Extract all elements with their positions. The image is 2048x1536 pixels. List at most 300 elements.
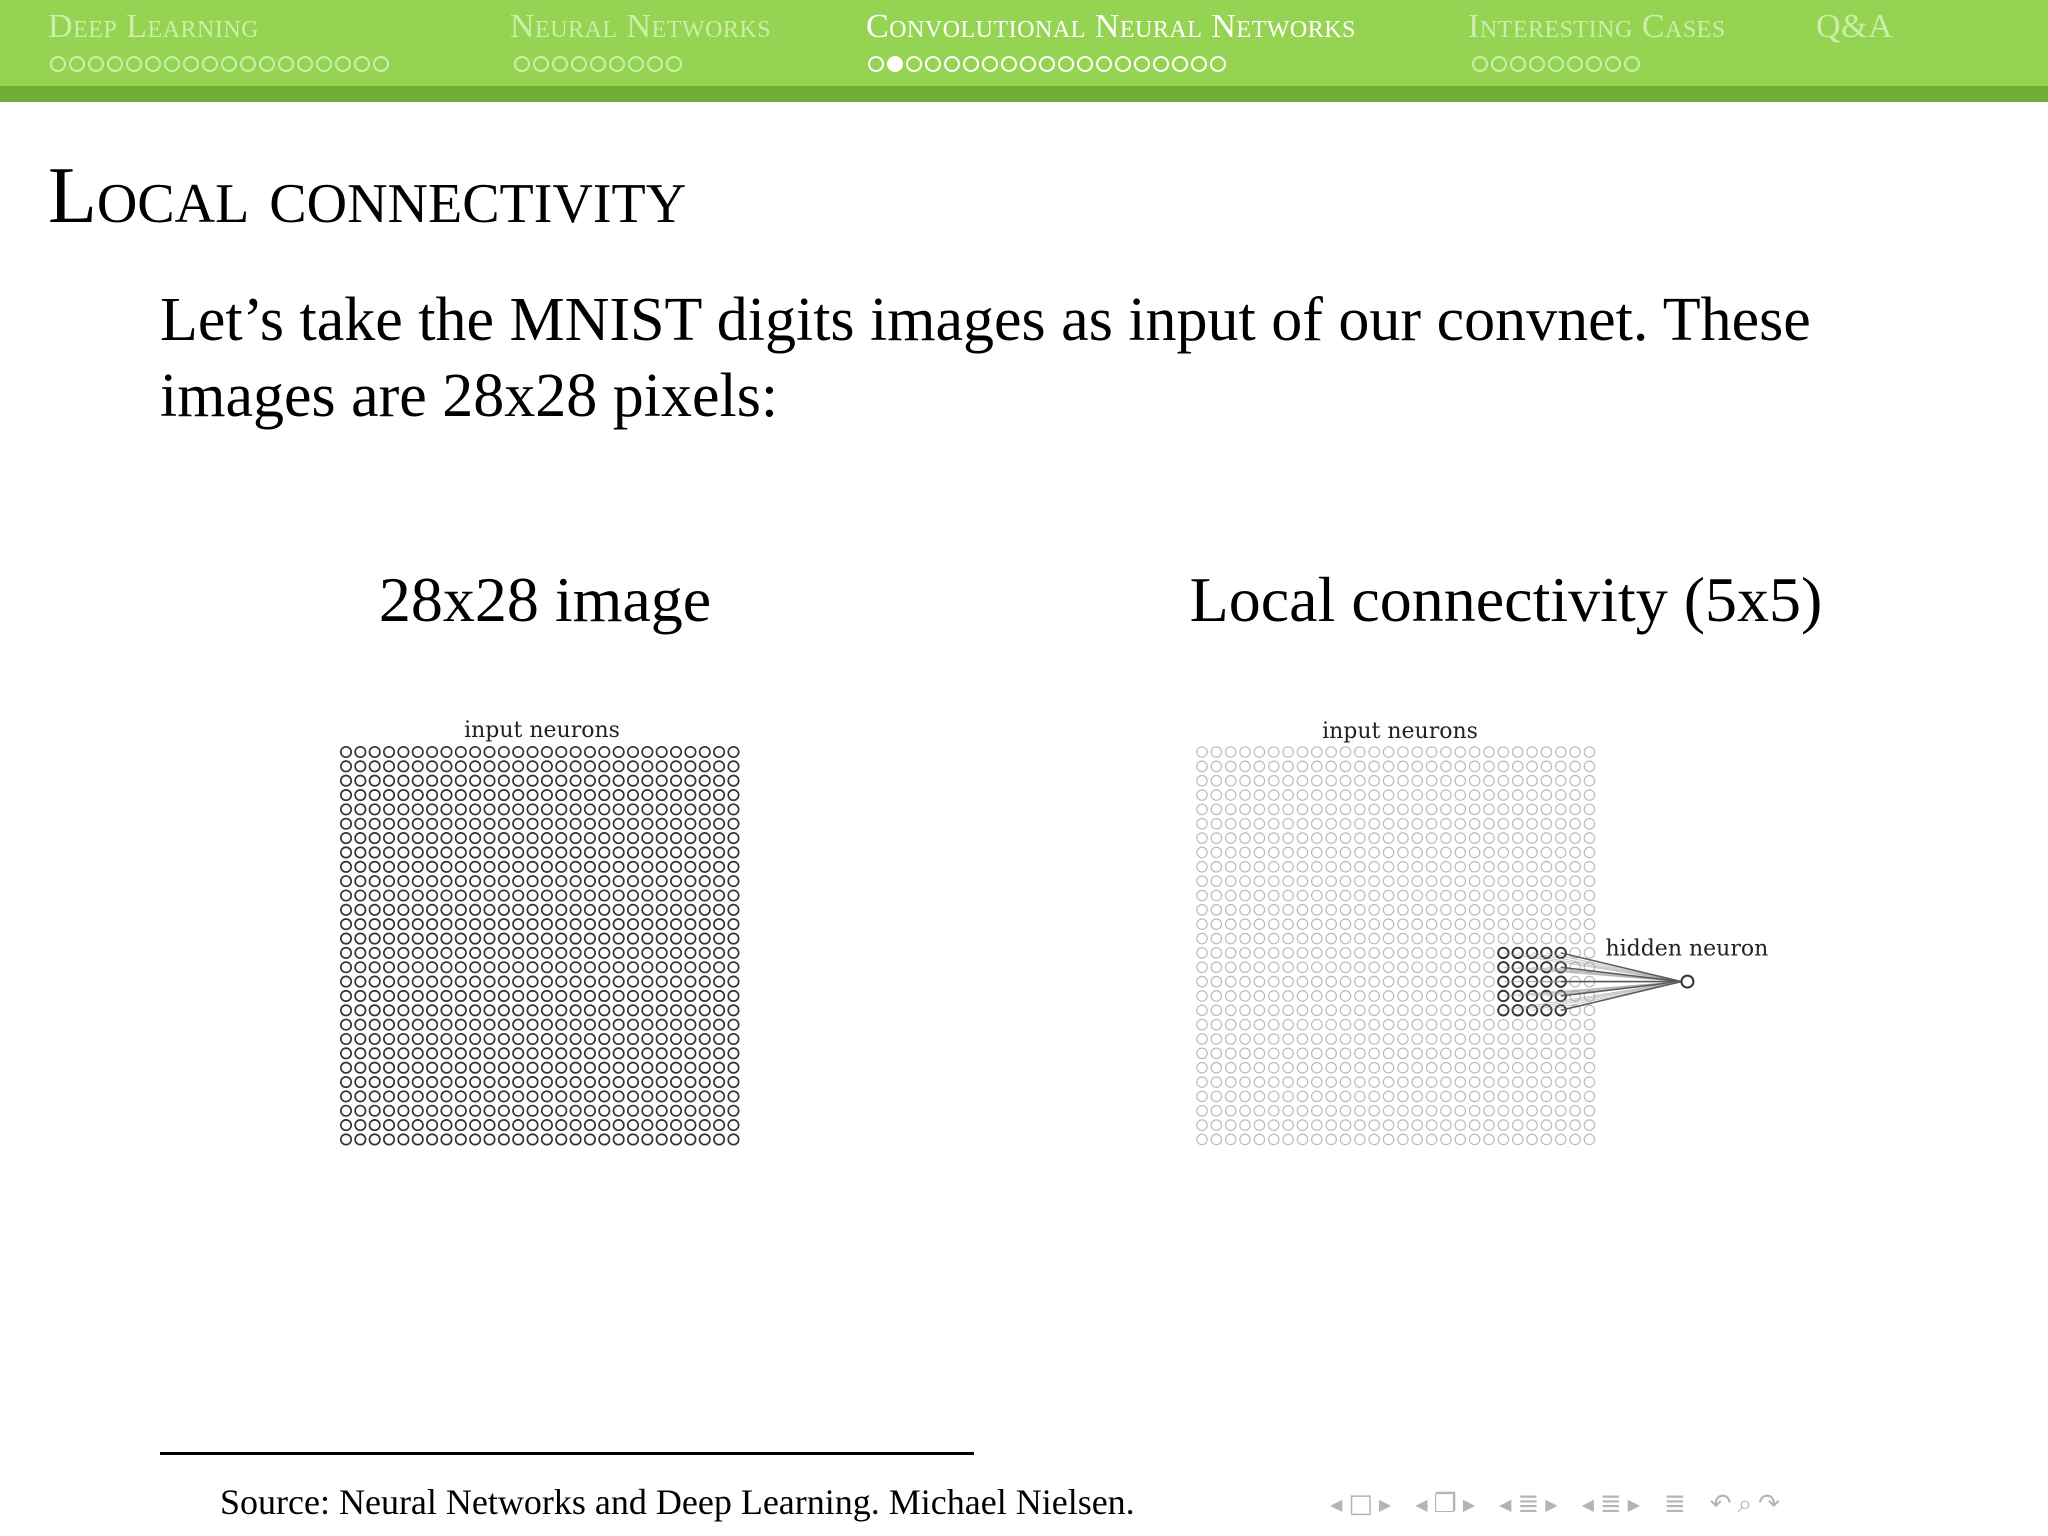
- input-neuron: [714, 1106, 724, 1116]
- input-neuron: [484, 919, 494, 929]
- nav-frame-dot[interactable]: [183, 56, 199, 72]
- input-neuron: [1541, 1077, 1551, 1087]
- input-neuron: [1527, 876, 1537, 886]
- input-neuron: [685, 1034, 695, 1044]
- input-neuron: [398, 1091, 408, 1101]
- input-neuron: [657, 804, 667, 814]
- nav-frame-dot[interactable]: [647, 56, 663, 72]
- input-neuron: [470, 948, 480, 958]
- input-neuron: [1541, 1106, 1551, 1116]
- input-neuron: [599, 1106, 609, 1116]
- input-neuron: [599, 862, 609, 872]
- input-neuron: [1426, 876, 1436, 886]
- input-neuron: [556, 862, 566, 872]
- nav-frame-dot[interactable]: [373, 56, 389, 72]
- input-neuron: [570, 819, 580, 829]
- input-neuron: [613, 862, 623, 872]
- input-neuron: [556, 761, 566, 771]
- input-neuron: [1513, 747, 1523, 757]
- input-neuron: [499, 976, 509, 986]
- input-neuron: [570, 1091, 580, 1101]
- input-neuron: [1326, 1134, 1336, 1144]
- input-neuron: [513, 876, 523, 886]
- input-neuron: [427, 1005, 437, 1015]
- subsection-icon[interactable]: ❐: [1433, 1489, 1457, 1519]
- nav-frame-dot[interactable]: [571, 56, 587, 72]
- input-neuron: [542, 890, 552, 900]
- input-neuron: [527, 919, 537, 929]
- nav-dots-neural-networks[interactable]: [514, 52, 682, 76]
- input-neuron: [1498, 862, 1508, 872]
- input-neuron: [671, 804, 681, 814]
- nav-frame-dot[interactable]: [590, 56, 606, 72]
- input-neuron: [470, 919, 480, 929]
- input-neuron: [1527, 747, 1537, 757]
- input-neuron: [613, 890, 623, 900]
- input-neuron: [1513, 819, 1523, 829]
- input-neuron: [484, 847, 494, 857]
- frame-icon[interactable]: □: [1348, 1489, 1373, 1519]
- input-neuron: [556, 1134, 566, 1144]
- nav-frame-dot[interactable]: [1548, 56, 1564, 72]
- nav-frame-dot[interactable]: [1510, 56, 1526, 72]
- input-neuron: [1226, 1063, 1236, 1073]
- input-neuron: [1383, 804, 1393, 814]
- input-neuron: [628, 905, 638, 915]
- input-neuron: [1383, 890, 1393, 900]
- input-neuron: [413, 1034, 423, 1044]
- nav-frame-dot[interactable]: [533, 56, 549, 72]
- input-neurons-label: input neurons: [1322, 719, 1478, 744]
- input-neuron: [1312, 1091, 1322, 1101]
- input-neuron: [1556, 905, 1566, 915]
- input-neuron: [1283, 933, 1293, 943]
- undo-icon[interactable]: ↶: [1709, 1489, 1732, 1519]
- input-neuron: [513, 776, 523, 786]
- input-neuron: [585, 976, 595, 986]
- input-neuron: [714, 747, 724, 757]
- input-neuron: [527, 847, 537, 857]
- input-neuron: [570, 919, 580, 929]
- input-neuron: [599, 1077, 609, 1087]
- nav-dots-interesting-cases[interactable]: [1472, 52, 1640, 76]
- nav-frame-dot[interactable]: [1605, 56, 1621, 72]
- input-neuron: [1197, 747, 1207, 757]
- input-neuron: [1398, 819, 1408, 829]
- input-neuron: [1541, 1034, 1551, 1044]
- input-neuron: [1383, 905, 1393, 915]
- input-neuron: [1455, 962, 1465, 972]
- input-neuron: [556, 1106, 566, 1116]
- prev-section-icon[interactable]: ◀: [1499, 1494, 1512, 1514]
- input-neuron: [1326, 890, 1336, 900]
- input-neuron: [542, 1106, 552, 1116]
- input-neuron: [1254, 1005, 1264, 1015]
- input-neuron: [685, 962, 695, 972]
- nav-frame-dot[interactable]: [1020, 56, 1036, 72]
- input-neuron: [1326, 862, 1336, 872]
- input-neuron: [1541, 876, 1551, 886]
- nav-frame-dot[interactable]: [240, 56, 256, 72]
- input-neuron: [1455, 847, 1465, 857]
- input-neuron: [527, 1034, 537, 1044]
- input-neuron: [398, 876, 408, 886]
- input-neuron: [671, 747, 681, 757]
- input-neuron: [1383, 919, 1393, 929]
- input-neuron: [1455, 1019, 1465, 1029]
- input-neuron: [1556, 1034, 1566, 1044]
- input-neuron: [441, 1106, 451, 1116]
- input-neuron: [1355, 933, 1365, 943]
- input-neuron: [441, 962, 451, 972]
- input-neuron: [1226, 1048, 1236, 1058]
- input-neuron: [657, 1019, 667, 1029]
- input-neuron: [1211, 1019, 1221, 1029]
- input-neuron: [341, 962, 351, 972]
- nav-frame-dot[interactable]: [145, 56, 161, 72]
- input-neuron: [499, 1005, 509, 1015]
- input-neuron: [1297, 1077, 1307, 1087]
- input-neuron: [570, 847, 580, 857]
- input-neuron: [685, 819, 695, 829]
- prev-presentation-icon[interactable]: ◀: [1581, 1494, 1594, 1514]
- nav-frame-dot[interactable]: [202, 56, 218, 72]
- input-neuron: [685, 976, 695, 986]
- input-neuron: [398, 1134, 408, 1144]
- input-neuron: [1297, 776, 1307, 786]
- next-frame-icon[interactable]: ▶: [1378, 1494, 1392, 1514]
- input-neuron: [1484, 933, 1494, 943]
- input-neuron: [1441, 1077, 1451, 1087]
- input-neuron: [1240, 1005, 1250, 1015]
- input-neuron: [671, 948, 681, 958]
- input-neuron: [484, 1005, 494, 1015]
- table-of-contents-icon[interactable]: ≣: [1663, 1489, 1686, 1519]
- input-neuron: [585, 890, 595, 900]
- input-neuron: [470, 933, 480, 943]
- input-neuron: [585, 819, 595, 829]
- input-neuron: [585, 847, 595, 857]
- input-neuron: [1484, 1106, 1494, 1116]
- nav-frame-dot[interactable]: [335, 56, 351, 72]
- input-neuron: [341, 1106, 351, 1116]
- input-neuron: [1484, 890, 1494, 900]
- input-neuron: [1527, 804, 1537, 814]
- input-neuron: [341, 776, 351, 786]
- input-neuron: [599, 747, 609, 757]
- input-neuron: [1355, 876, 1365, 886]
- nav-frame-dot[interactable]: [259, 56, 275, 72]
- input-neuron: [341, 948, 351, 958]
- input-neuron: [1355, 976, 1365, 986]
- nav-frame-dot[interactable]: [906, 56, 922, 72]
- input-neuron: [1513, 833, 1523, 843]
- input-neuron: [714, 1048, 724, 1058]
- input-neuron: [599, 833, 609, 843]
- nav-frame-dot[interactable]: [297, 56, 313, 72]
- input-neuron: [570, 1034, 580, 1044]
- input-neuron: [1283, 862, 1293, 872]
- input-neuron: [1269, 1005, 1279, 1015]
- input-neuron: [1355, 1091, 1365, 1101]
- search-icon[interactable]: ⌕: [1737, 1488, 1753, 1519]
- next-presentation-icon[interactable]: ▶: [1627, 1494, 1640, 1514]
- input-neuron: [1326, 747, 1336, 757]
- nav-frame-dot[interactable]: [1039, 56, 1055, 72]
- input-neuron: [714, 1134, 724, 1144]
- input-neuron: [1570, 819, 1580, 829]
- input-neuron: [657, 1034, 667, 1044]
- input-neuron: [1240, 1120, 1250, 1130]
- input-neuron: [1197, 790, 1207, 800]
- input-neuron: [556, 1048, 566, 1058]
- input-neuron: [700, 1048, 710, 1058]
- input-neuron: [671, 991, 681, 1001]
- nav-frame-dot[interactable]: [609, 56, 625, 72]
- input-neuron: [570, 1120, 580, 1130]
- input-neuron: [1226, 847, 1236, 857]
- nav-frame-dot[interactable]: [1491, 56, 1507, 72]
- input-neuron: [1340, 1077, 1350, 1087]
- nav-dots-deep-learning[interactable]: [50, 52, 389, 76]
- nav-frame-dot[interactable]: [50, 56, 66, 72]
- input-neuron: [1570, 1034, 1580, 1044]
- input-neuron: [441, 833, 451, 843]
- presentation-icon[interactable]: ≣: [1599, 1489, 1622, 1519]
- input-neuron: [1197, 919, 1207, 929]
- input-neuron: [628, 890, 638, 900]
- input-neuron: [1441, 790, 1451, 800]
- nav-frame-dot[interactable]: [1001, 56, 1017, 72]
- nav-frame-dot[interactable]: [1567, 56, 1583, 72]
- nav-frame-dot[interactable]: [221, 56, 237, 72]
- input-neuron: [370, 819, 380, 829]
- input-neuron: [1469, 1034, 1479, 1044]
- nav-frame-dot[interactable]: [628, 56, 644, 72]
- input-neuron: [685, 919, 695, 929]
- nav-frame-dot[interactable]: [1096, 56, 1112, 72]
- input-neuron: [1398, 1077, 1408, 1087]
- input-neuron: [1369, 890, 1379, 900]
- nav-frame-dot[interactable]: [1624, 56, 1640, 72]
- input-neuron: [1584, 1134, 1594, 1144]
- nav-frame-dot[interactable]: [164, 56, 180, 72]
- input-neuron: [556, 747, 566, 757]
- input-neuron: [1326, 790, 1336, 800]
- input-neuron: [599, 804, 609, 814]
- input-neuron: [570, 747, 580, 757]
- prev-frame-icon[interactable]: ◀: [1330, 1494, 1343, 1514]
- input-neuron: [1269, 747, 1279, 757]
- input-neuron: [427, 776, 437, 786]
- input-neuron: [341, 833, 351, 843]
- input-neuron: [542, 790, 552, 800]
- input-neuron: [384, 890, 394, 900]
- input-neuron: [1197, 1034, 1207, 1044]
- nav-frame-dot[interactable]: [1210, 56, 1226, 72]
- input-neuron: [585, 747, 595, 757]
- input-neuron: [657, 976, 667, 986]
- nav-section-neural-networks[interactable]: Neural Networks: [510, 8, 772, 45]
- nav-frame-dot[interactable]: [1191, 56, 1207, 72]
- input-neuron: [1484, 919, 1494, 929]
- nav-frame-dot[interactable]: [1153, 56, 1169, 72]
- input-neuron: [613, 1034, 623, 1044]
- input-neuron: [1254, 804, 1264, 814]
- nav-frame-dot[interactable]: [278, 56, 294, 72]
- input-neuron: [1498, 933, 1508, 943]
- input-neuron: [1498, 905, 1508, 915]
- input-neuron: [1211, 790, 1221, 800]
- input-neuron: [355, 790, 365, 800]
- input-neuron: [642, 790, 652, 800]
- input-neuron: [1541, 1091, 1551, 1101]
- nav-frame-dot[interactable]: [88, 56, 104, 72]
- section-icon[interactable]: ≣: [1517, 1489, 1540, 1519]
- input-neuron: [484, 976, 494, 986]
- input-neuron: [1469, 933, 1479, 943]
- input-neuron: [657, 962, 667, 972]
- input-neuron: [427, 862, 437, 872]
- input-neuron: [413, 790, 423, 800]
- input-neuron: [1226, 790, 1236, 800]
- input-neuron: [1355, 761, 1365, 771]
- input-neuron: [1369, 776, 1379, 786]
- input-neuron: [1312, 1063, 1322, 1073]
- input-neuron: [628, 1077, 638, 1087]
- input-neuron: [642, 1034, 652, 1044]
- nav-frame-dot[interactable]: [514, 56, 530, 72]
- input-neuron: [542, 1077, 552, 1087]
- input-neuron: [599, 962, 609, 972]
- next-section-icon[interactable]: ▶: [1545, 1494, 1558, 1514]
- input-neuron: [1269, 1063, 1279, 1073]
- nav-frame-dot[interactable]: [944, 56, 960, 72]
- input-neuron: [499, 905, 509, 915]
- input-neuron: [499, 1106, 509, 1116]
- input-neuron: [341, 790, 351, 800]
- input-neuron: [1211, 948, 1221, 958]
- input-neuron: [642, 991, 652, 1001]
- input-neuron: [1197, 1005, 1207, 1015]
- input-neuron: [413, 1063, 423, 1073]
- input-neuron: [1226, 776, 1236, 786]
- input-neuron: [585, 876, 595, 886]
- nav-frame-dot[interactable]: [69, 56, 85, 72]
- input-neuron: [1584, 890, 1594, 900]
- input-neuron: [1254, 991, 1264, 1001]
- nav-frame-dot[interactable]: [982, 56, 998, 72]
- input-neuron: [370, 948, 380, 958]
- nav-frame-dot[interactable]: [1134, 56, 1150, 72]
- input-neuron: [585, 804, 595, 814]
- input-neuron: [1211, 776, 1221, 786]
- nav-frame-dot[interactable]: [1115, 56, 1131, 72]
- nav-dots-convolutional-neural-networks[interactable]: [868, 52, 1226, 76]
- input-neuron: [341, 1048, 351, 1058]
- input-neuron: [700, 1120, 710, 1130]
- input-neuron: [1197, 1134, 1207, 1144]
- nav-section-interesting-cases[interactable]: Interesting Cases: [1468, 8, 1726, 45]
- input-neuron: [484, 1091, 494, 1101]
- input-neuron: [1426, 776, 1436, 786]
- input-neuron: [1426, 790, 1436, 800]
- nav-frame-dot[interactable]: [1172, 56, 1188, 72]
- nav-frame-dot[interactable]: [316, 56, 332, 72]
- input-neuron: [1297, 991, 1307, 1001]
- input-neuron: [513, 1034, 523, 1044]
- input-neuron: [570, 976, 580, 986]
- slide-title: Local connectivity: [48, 152, 687, 240]
- prev-subsection-icon[interactable]: ◀: [1415, 1494, 1428, 1514]
- input-neuron: [384, 948, 394, 958]
- nav-section-convolutional-neural-networks[interactable]: Convolutional Neural Networks: [866, 8, 1356, 45]
- input-neuron: [413, 991, 423, 1001]
- input-neuron: [1254, 1106, 1264, 1116]
- input-neuron: [556, 976, 566, 986]
- input-neuron: [685, 905, 695, 915]
- input-neuron: [1469, 1077, 1479, 1087]
- nav-section-deep-learning[interactable]: Deep Learning: [48, 8, 259, 45]
- input-neuron: [642, 976, 652, 986]
- input-neuron: [1240, 790, 1250, 800]
- input-neuron: [613, 1091, 623, 1101]
- input-neuron: [1369, 833, 1379, 843]
- nav-section-qa[interactable]: Q&A: [1816, 8, 1894, 45]
- input-neuron: [355, 948, 365, 958]
- nav-frame-dot[interactable]: [868, 56, 884, 72]
- nav-frame-dot[interactable]: [1058, 56, 1074, 72]
- nav-frame-dot[interactable]: [1077, 56, 1093, 72]
- nav-frame-dot[interactable]: [666, 56, 682, 72]
- input-neuron: [499, 776, 509, 786]
- input-neuron: [398, 976, 408, 986]
- input-neuron: [1254, 833, 1264, 843]
- input-neuron: [556, 1077, 566, 1087]
- input-neuron: [1498, 1091, 1508, 1101]
- nav-frame-dot[interactable]: [887, 56, 903, 72]
- nav-frame-dot[interactable]: [925, 56, 941, 72]
- nav-frame-dot[interactable]: [126, 56, 142, 72]
- input-neuron: [398, 804, 408, 814]
- input-neuron: [542, 905, 552, 915]
- input-neuron: [527, 776, 537, 786]
- nav-frame-dot[interactable]: [1472, 56, 1488, 72]
- next-subsection-icon[interactable]: ▶: [1462, 1494, 1476, 1514]
- input-neuron: [1369, 862, 1379, 872]
- input-neuron: [484, 1077, 494, 1087]
- input-neuron: [470, 1077, 480, 1087]
- input-neuron: [1455, 862, 1465, 872]
- redo-icon[interactable]: ↷: [1758, 1489, 1780, 1519]
- nav-frame-dot[interactable]: [354, 56, 370, 72]
- nav-frame-dot[interactable]: [1586, 56, 1602, 72]
- nav-frame-dot[interactable]: [552, 56, 568, 72]
- input-neuron: [1584, 761, 1594, 771]
- input-neuron: [1469, 1019, 1479, 1029]
- input-neuron: [1484, 819, 1494, 829]
- nav-frame-dot[interactable]: [1529, 56, 1545, 72]
- input-neuron: [413, 1120, 423, 1130]
- nav-frame-dot[interactable]: [963, 56, 979, 72]
- input-neuron: [470, 1048, 480, 1058]
- nav-frame-dot[interactable]: [107, 56, 123, 72]
- input-neuron: [513, 948, 523, 958]
- input-neuron: [1369, 1120, 1379, 1130]
- input-neuron: [1556, 1120, 1566, 1130]
- input-neuron: [585, 1134, 595, 1144]
- input-neuron: [700, 761, 710, 771]
